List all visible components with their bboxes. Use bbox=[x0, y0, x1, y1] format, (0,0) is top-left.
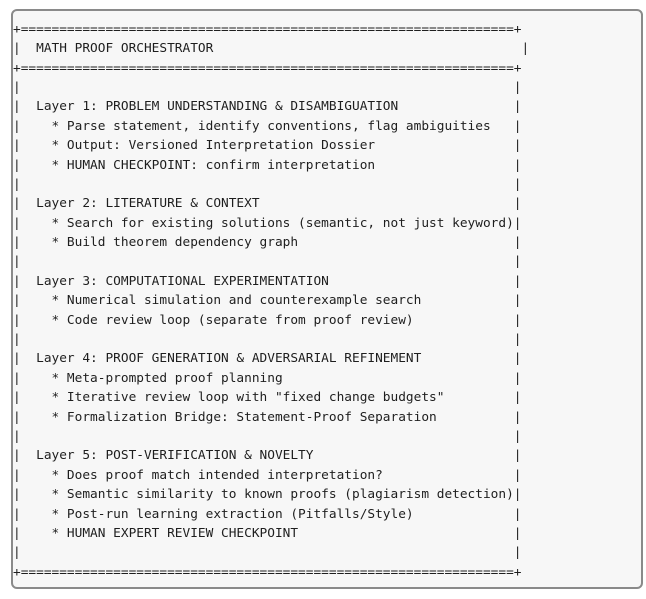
layer-5-bullet: | * Does proof match intended interpretation? | bbox=[13, 468, 522, 483]
layer-2-heading: | Layer 2: LITERATURE & CONTEXT | bbox=[13, 196, 522, 211]
layer-1-heading: | Layer 1: PROBLEM UNDERSTANDING & DISAMBIGUATION | bbox=[13, 99, 522, 114]
layer-4-bullet: | * Meta-prompted proof planning | bbox=[13, 371, 522, 386]
layer-3-heading: | Layer 3: COMPUTATIONAL EXPERIMENTATION | bbox=[13, 274, 522, 289]
blank-line: | | bbox=[13, 332, 522, 347]
layer-2-bullet: | * Search for existing solutions (semantic, not just keyword)| bbox=[13, 216, 522, 231]
blank-line: | | bbox=[13, 429, 522, 444]
layer-5-bullet: | * Post-run learning extraction (Pitfalls/Style) | bbox=[13, 507, 522, 522]
layer-5-bullet: | * HUMAN EXPERT REVIEW CHECKPOINT | bbox=[13, 526, 522, 541]
layer-5-bullet: | * Semantic similarity to known proofs (plagiarism detection)| bbox=[13, 487, 522, 502]
header-title-line: | MATH PROOF ORCHESTRATOR | bbox=[13, 41, 530, 56]
layer-4-bullet: | * Iterative review loop with "fixed change budgets" | bbox=[13, 390, 522, 405]
layer-1-bullet: | * Parse statement, identify conventions, flag ambiguities | bbox=[13, 119, 522, 134]
layer-1-bullet: | * Output: Versioned Interpretation Dossier | bbox=[13, 138, 522, 153]
layer-1-bullet: | * HUMAN CHECKPOINT: confirm interpretation | bbox=[13, 158, 522, 173]
layer-4-bullet: | * Formalization Bridge: Statement-Proof Separation | bbox=[13, 410, 522, 425]
layer-4-heading: | Layer 4: PROOF GENERATION & ADVERSARIAL REFINEMENT | bbox=[13, 351, 522, 366]
header-border-line: +================================================================+ bbox=[13, 61, 522, 76]
blank-line: | | bbox=[13, 177, 522, 192]
layer-3-bullet: | * Code review loop (separate from proof review) | bbox=[13, 313, 522, 328]
layer-5-heading: | Layer 5: POST-VERIFICATION & NOVELTY | bbox=[13, 448, 522, 463]
top-border-line: +================================================================+ bbox=[13, 22, 522, 37]
blank-line: | | bbox=[13, 254, 522, 269]
code-block bbox=[11, 9, 643, 589]
layer-2-bullet: | * Build theorem dependency graph | bbox=[13, 235, 522, 250]
blank-line: | | bbox=[13, 545, 522, 560]
blank-line: | | bbox=[13, 80, 522, 95]
bottom-border-line: +================================================================+ bbox=[13, 565, 522, 580]
layer-3-bullet: | * Numerical simulation and counterexample search | bbox=[13, 293, 522, 308]
